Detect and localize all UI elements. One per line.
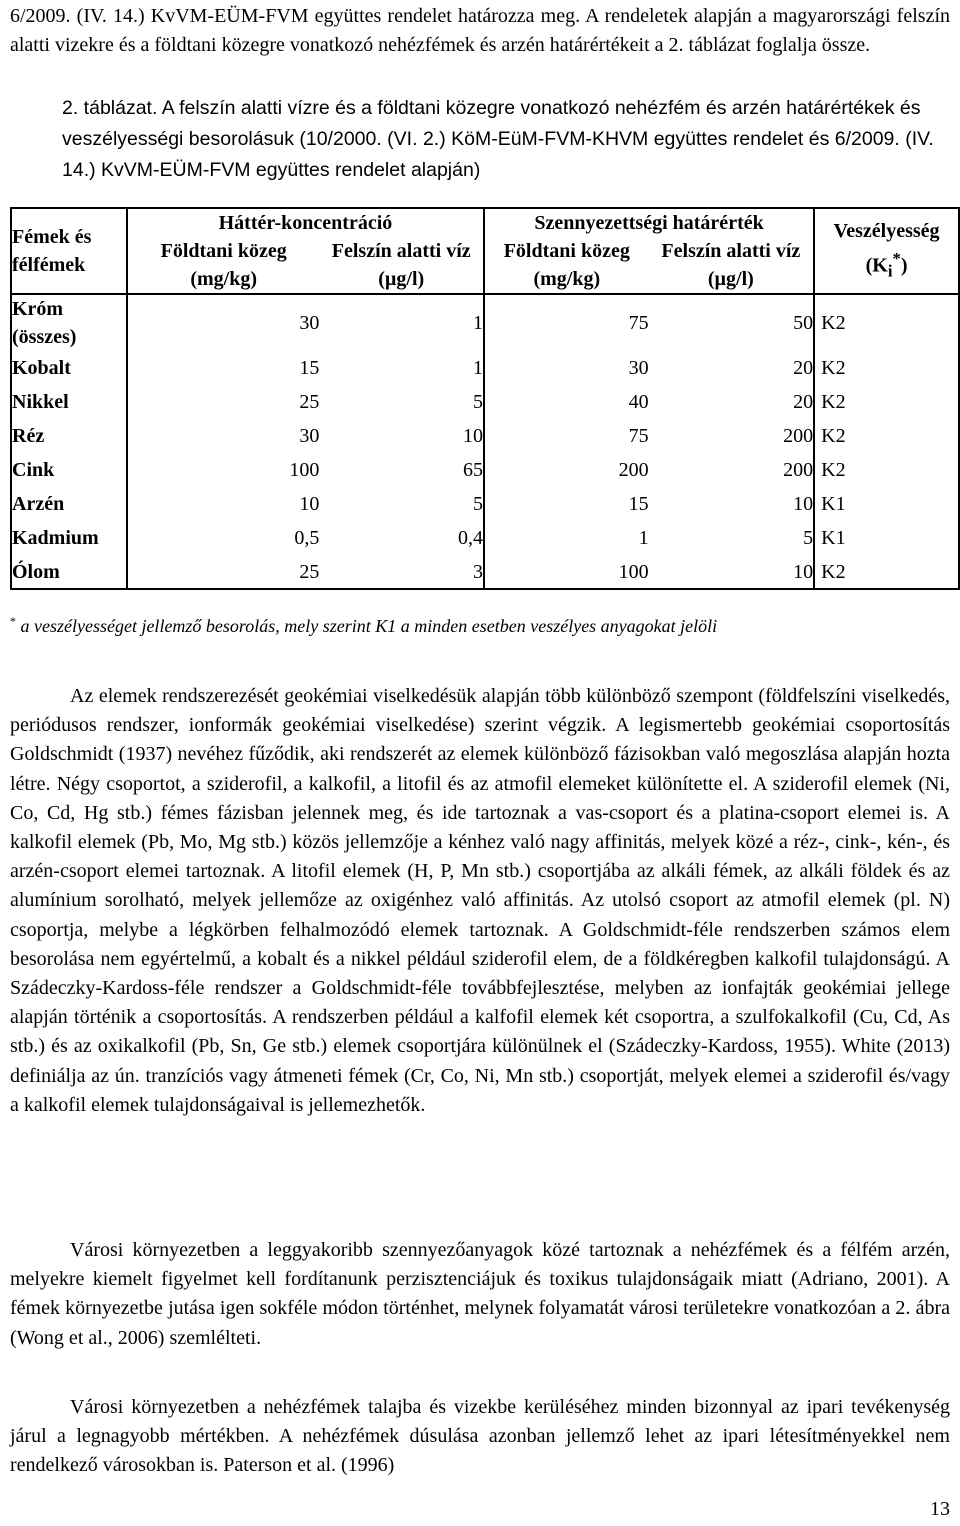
table-row: Arzén 10 5 15 10 K1: [11, 487, 959, 521]
header-contamination-limit: Szennyezettségi határérték: [484, 208, 814, 237]
body-paragraph-3: Városi környezetben a nehézfémek talajba és vizekbe kerüléséhez minden bizonnyal az ipari tevékenység járul a legnagyobb mértékben. A nehézfémek dúsulása azonban jellemző lehet az ipari létesítményekkel nem rendelkező városokban is. Paterson et al. (1996): [10, 1396, 950, 1477]
table-caption-label: 2. táblázat.: [62, 97, 158, 119]
intro-paragraph: 6/2009. (IV. 14.) KvVM-EÜM-FVM együttes rendelet határozza meg. A rendeletek alapján a magyarországi felszín alatti vizekre és a földtani közegre vonatkozó nehézfémek és arzén határértékeit a 2. táblázat foglalja össze.: [10, 5, 950, 56]
table-caption-text: A felszín alatti vízre és a földtani közegre vonatkozó nehézfém és arzén határértékek és veszélyességi besorolásuk (10/2000. (VI. 2.) KöM-EüM-FVM-KHVM együttes rendelet és 6/2009. (IV. 14.) KvVM-EÜM-FVM együttes rendelet alapján): [62, 97, 934, 181]
table-row: Króm (összes) 30 1 75 50 K2: [11, 294, 959, 351]
header-limit-soil: Földtani közeg (mg/kg): [484, 237, 649, 294]
header-metals: Fémek és félfémek: [11, 208, 127, 294]
header-bg-soil: Földtani közeg (mg/kg): [127, 237, 319, 294]
header-background-concentration: Háttér-koncentráció: [127, 208, 484, 237]
table-row: Nikkel 25 5 40 20 K2: [11, 385, 959, 419]
footnote-text: a veszélyességet jellemző besorolás, mely szerint K1 a minden esetben veszélyes anyagokat jelöli: [20, 616, 718, 636]
page-number: 13: [930, 1498, 950, 1520]
header-bg-water: Felszín alatti víz (µg/l): [331, 240, 471, 290]
table-caption: [62, 93, 942, 186]
header-hazard: Veszélyesség $(K_i^*)$: [814, 208, 959, 294]
footnote-mark: *: [10, 614, 16, 628]
table-row: Cink 100 65 200 200 K2: [11, 453, 959, 487]
header-limit-water: Felszín alatti víz (µg/l): [661, 240, 801, 290]
body-paragraph-1: Az elemek rendszerezését geokémiai viselkedésük alapján több különböző szempont (földfelszíni viselkedés, periódusos rendszer, ionformák geokémiai viselkedése) szerint végzik. A legismertebb geokémiai csoportosítás Goldschmidt (1937) nevéhez fűződik, aki rendszerét az elemek különböző fázisokban való megoszlása alapján hozta létre. Négy csoportot, a sziderofil, a kalkofil, a litofil és az atmofil elemeket különítette el. A sziderofil elemek (Ni, Co, Cd, Hg stb.) fémes fázisban jelennek meg, és ide tartoznak a vas-csoport és a platina-csoport elemei is. A kalkofil elemek (Pb, Mo, Mg stb.) közös jellemzője a kénhez való nagy affinitás, melyek közé a réz-, cink-, kén-, és arzén-csoport elemei tartoznak. A litofil elemek (H, P, Mn stb.) csoportjába az alkáli fémek, az alkáli földek és az alumínium sorolható, melyek jellemőze az oxigénhez való affinitás. Az utolsó csoport az atmofil elemek (pl. N) csoportja, melybe a légkörben felhalmozódó elemek tartoznak. A Goldschmidt-féle rendszerben számos elem besorolása nem egyértelmű, a kobalt és a nikkel például sziderofil elem, de a földkéregben kalkofil tulajdonságú. A Szádeczky-Kardoss-féle rendszer a Goldschmidt-féle továbbfejlesztése, melyben az ionfajták geokémiai jellege alapján történik a csoportosítás. A rendszerben például a kalfofil elemek két csoportra, a szulfokalkofil (Cu, Cd, As stb.) és az oxikalkofil (Pb, Sn, Ge stb.) elemek csoportjára különülnek el (Szádeczky-Kardoss, 1955). White (2013) definiálja az ún. tranzíciós vagy átmeneti fémek (Cr, Co, Ni, Mn stb.) csoportját, melyek elemei a sziderofil és/vagy a kalkofil elemek tulajdonságaival is jellemezhetők.: [10, 685, 950, 1116]
table-row: Kobalt 15 1 30 20 K2: [11, 351, 959, 385]
body-paragraph-2: Városi környezetben a leggyakoribb szennyezőanyagok közé tartoznak a nehézfémek és a félfém arzén, melyekre kiemelt figyelmet kell fordítanunk perzisztenciájuk és toxikus tulajdonságaik miatt (Adriano, 2001). A fémek környezetbe jutása igen sokféle módon történhet, melynek folyamatát városi területekre vonatkozóan a 2. ábra (Wong et al., 2006) szemlélteti.: [10, 1239, 950, 1349]
table-row: Kadmium 0,5 0,4 1 5 K1: [11, 521, 959, 555]
table-row: Réz 30 10 75 200 K2: [11, 419, 959, 453]
table-row: Ólom 25 3 100 10 K2: [11, 555, 959, 589]
heavy-metal-limits-table: [10, 207, 960, 590]
table-footnote: [10, 608, 950, 639]
